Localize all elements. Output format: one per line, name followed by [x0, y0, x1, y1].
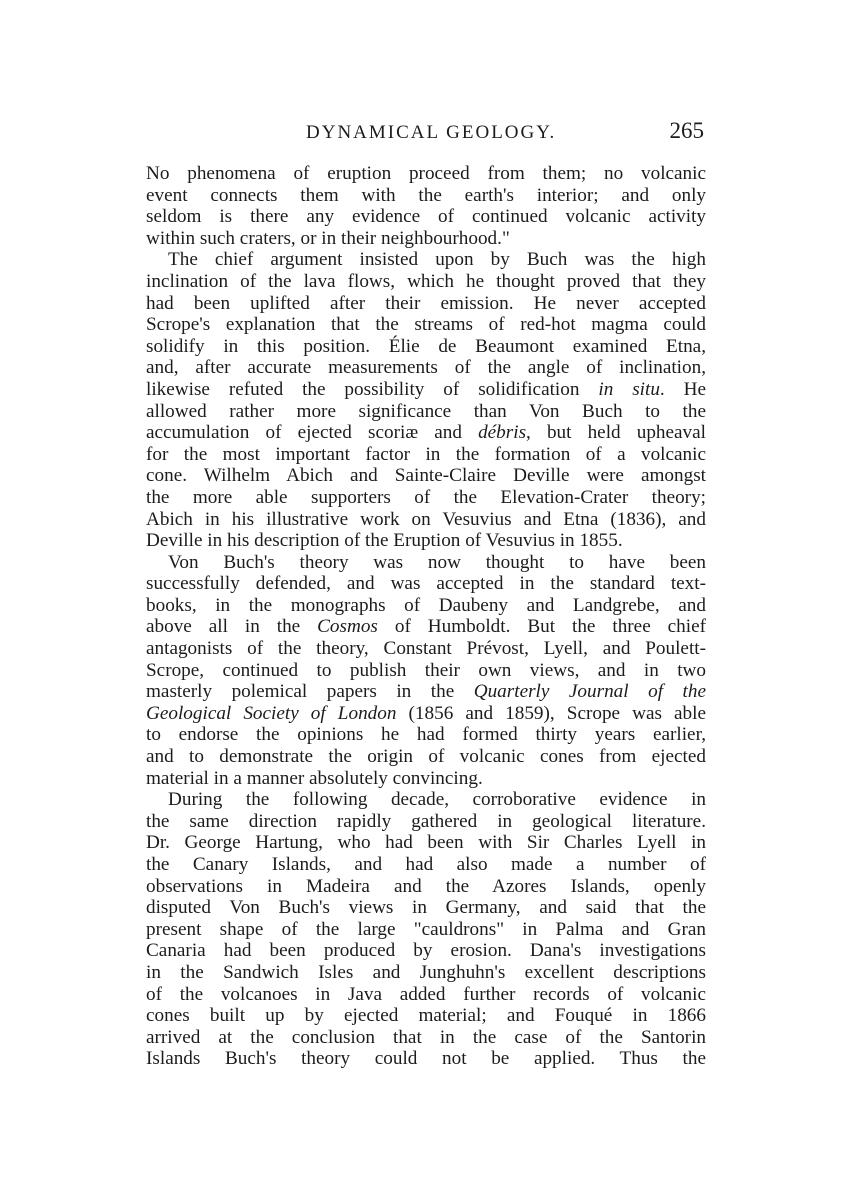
- text-line: event connects them with the earth's interior; and only: [146, 184, 706, 206]
- paragraph-buch-argument: [146, 249, 706, 551]
- text-line: in the Sandwich Isles and Junghuhn's excellent descriptions: [146, 961, 706, 983]
- text-line: No phenomena of eruption proceed from them; no volcanic: [146, 163, 706, 184]
- text-line: material in a manner absolutely convincing.: [146, 767, 483, 789]
- text-line: Scrope, continued to publish their own views, and in two: [146, 659, 706, 681]
- text-line: within such craters, or in their neighbourhood.": [146, 227, 510, 249]
- text-line: inclination of the lava flows, which he thought proved that they: [146, 270, 706, 292]
- text-line: likewise refuted the possibility of solidification in situ. He: [146, 378, 706, 400]
- text-line: Abich in his illustrative work on Vesuvius and Etna (1836), and: [146, 508, 706, 530]
- text-line: of the volcanoes in Java added further records of volcanic: [146, 983, 706, 1005]
- text-line: above all in the Cosmos of Humboldt. But the three chief: [146, 616, 706, 638]
- text-line: and, after accurate measurements of the angle of inclination,: [146, 357, 706, 379]
- text-line: Islands Buch's theory could not be applied. Thus the: [146, 1048, 706, 1070]
- text-line: the more able supporters of the Elevation-Crater theory;: [146, 486, 706, 508]
- text-line: masterly polemical papers in the Quarterly Journal of the: [146, 681, 706, 703]
- text-line: Geological Society of London (1856 and 1859), Scrope was able: [146, 702, 706, 724]
- text-line: solidify in this position. Élie de Beaumont examined Etna,: [146, 335, 706, 357]
- text-line: disputed Von Buch's views in Germany, and said that the: [146, 897, 706, 919]
- text-line: During the following decade, corroborative evidence in: [168, 789, 706, 811]
- text-line: arrived at the conclusion that in the case of the Santorin: [146, 1026, 706, 1048]
- running-head: [146, 118, 706, 148]
- text-line: Dr. George Hartung, who had been with Sir Charles Lyell in: [146, 832, 706, 854]
- text-line: to endorse the opinions he had formed thirty years earlier,: [146, 724, 706, 746]
- text-line: the same direction rapidly gathered in geological literature.: [146, 810, 706, 832]
- text-line: seldom is there any evidence of continued volcanic activity: [146, 206, 706, 228]
- paragraph-following-decade: [146, 789, 706, 1070]
- page-number: 265: [669, 118, 704, 143]
- text-line: observations in Madeira and the Azores Islands, openly: [146, 875, 706, 897]
- paragraph-continuation: [146, 163, 706, 249]
- text-line: books, in the monographs of Daubeny and Landgrebe, and: [146, 594, 706, 616]
- text-line: the Canary Islands, and had also made a number of: [146, 854, 706, 875]
- text-line: Scrope's explanation that the streams of red-hot magma could: [146, 314, 706, 336]
- text-line: cones built up by ejected material; and Fouqué in 1866: [146, 1005, 706, 1027]
- text-line: present shape of the large "cauldrons" in Palma and Gran: [146, 918, 706, 940]
- text-line: allowed rather more significance than Von Buch to the: [146, 400, 706, 422]
- text-line: Canaria had been produced by erosion. Dana's investigations: [146, 940, 706, 962]
- text-line: Deville in his description of the Eruption of Vesuvius in 1855.: [146, 530, 623, 552]
- text-line: antagonists of the theory, Constant Prévost, Lyell, and Poulett-: [146, 638, 706, 660]
- text-line: successfully defended, and was accepted in the standard text-: [146, 573, 706, 595]
- paragraph-von-buch-theory: [146, 552, 706, 790]
- body-text: [146, 163, 706, 1070]
- text-line: cone. Wilhelm Abich and Sainte-Claire Deville were amongst: [146, 465, 706, 487]
- text-line: and to demonstrate the origin of volcanic cones from ejected: [146, 746, 706, 768]
- text-line: accumulation of ejected scoriæ and débris, but held upheaval: [146, 422, 706, 444]
- text-line: had been uplifted after their emission. He never accepted: [146, 292, 706, 314]
- text-line: The chief argument insisted upon by Buch was the high: [168, 249, 706, 271]
- text-line: Von Buch's theory was now thought to have been: [168, 551, 706, 573]
- text-line: for the most important factor in the formation of a volcanic: [146, 443, 706, 465]
- running-title: DYNAMICAL GEOLOGY.: [306, 122, 557, 143]
